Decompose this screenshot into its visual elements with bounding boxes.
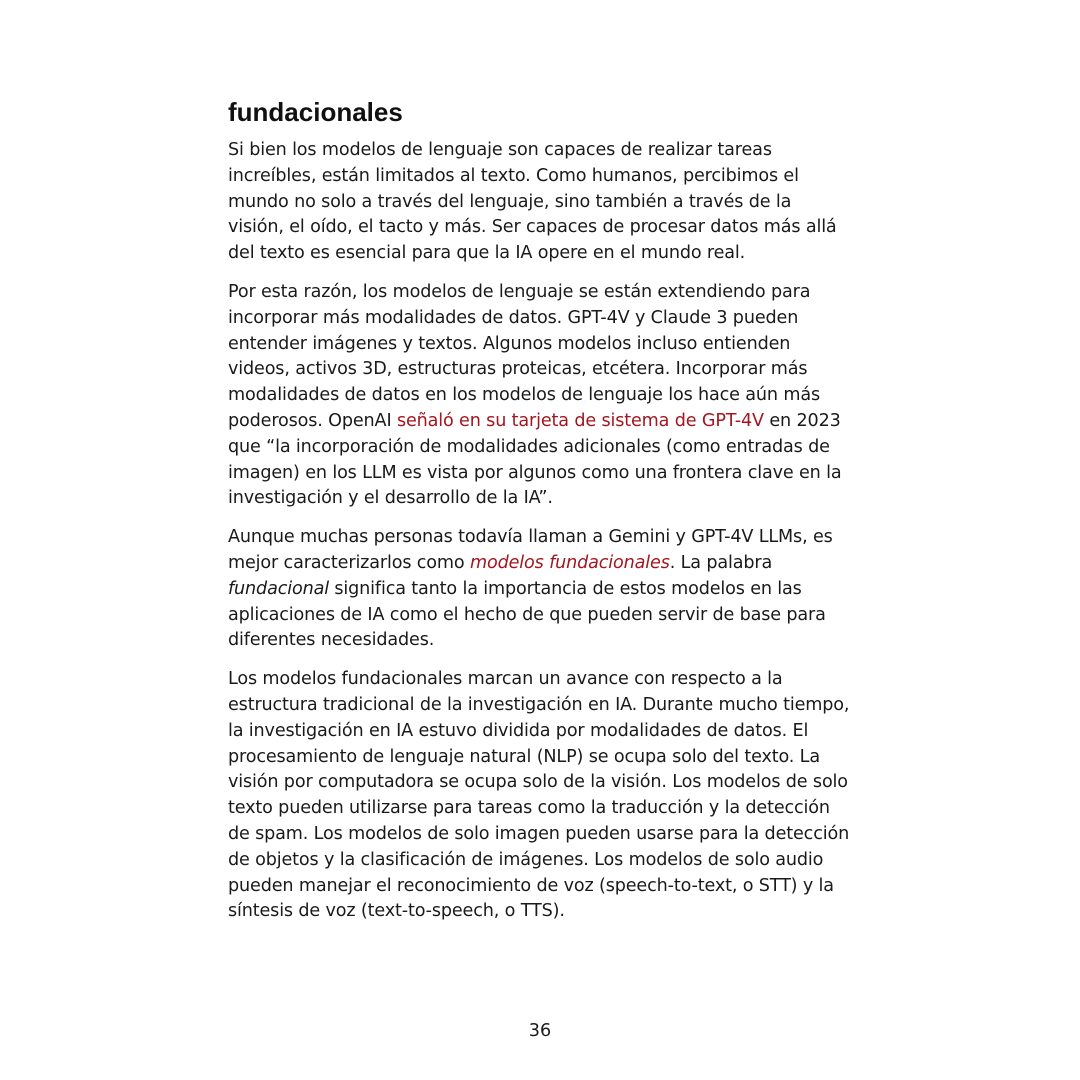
paragraph-2 xyxy=(228,280,852,512)
page-content xyxy=(228,96,852,938)
page-number: 36 xyxy=(528,1021,552,1041)
paragraph-3-text-after: significa tanto la importancia de estos modelos en las aplicaciones de IA como el hecho de que pueden servir de base para diferentes necesidades. xyxy=(228,578,826,651)
paragraph-2-text-after: en 2023 que “la incorporación de modalidades adicionales (como entradas de imagen) en los LLM es vista por algunos como una frontera clave en la investigación y el desarrollo de la IA”. xyxy=(228,410,842,509)
paragraph-3-text-middle: . La palabra xyxy=(669,552,773,573)
foundation-models-link[interactable]: modelos fundacionales xyxy=(469,552,670,573)
gpt4v-system-card-link[interactable]: señaló en su tarjeta de sistema de GPT-4V xyxy=(396,410,764,431)
paragraph-3-text-before: Aunque muchas personas todavía llaman a Gemini y GPT-4V LLMs, es mejor caracterizarlos como xyxy=(228,527,833,573)
fundacional-term: fundacional xyxy=(228,578,329,599)
paragraph-2-text-before: Por esta razón, los modelos de lenguaje se están extendiendo para incorporar más modalidades de datos. GPT-4V y Claude 3 pueden entender imágenes y textos. Algunos modelos incluso entienden videos, activos 3D, estructuras proteicas, etcétera. Incorporar más modalidades de datos en los modelos de lenguaje los hace aún más poderosos. OpenAI xyxy=(228,281,821,431)
section-heading: fundacionales xyxy=(228,97,403,127)
paragraph-4: Los modelos fundacionales marcan un avance con respecto a la estructura tradicional de la investigación en IA. Durante mucho tiempo, la investigación en IA estuvo dividida por modalidades de datos. El procesamiento de lenguaje natural (NLP) se ocupa solo del texto. La visión por computadora se ocupa solo de la visión. Los modelos de solo texto pueden utilizarse para tareas como la traducción y la detección de spam. Los modelos de solo imagen pueden usarse para la detección de objetos y la clasificación de imágenes. Los modelos de solo audio pueden manejar el reconocimiento de voz (speech-to-text, o STT) y la síntesis de voz (text-to-speech, o TTS). xyxy=(228,669,850,922)
paragraph-1: Si bien los modelos de lenguaje son capaces de realizar tareas increíbles, están limitados al texto. Como humanos, percibimos el mundo no solo a través del lenguaje, sino también a través de la visión, el oído, el tacto y más. Ser capaces de procesar datos más allá del texto es esencial para que la IA opere en el mundo real. xyxy=(228,140,837,264)
paragraph-3 xyxy=(228,525,852,654)
